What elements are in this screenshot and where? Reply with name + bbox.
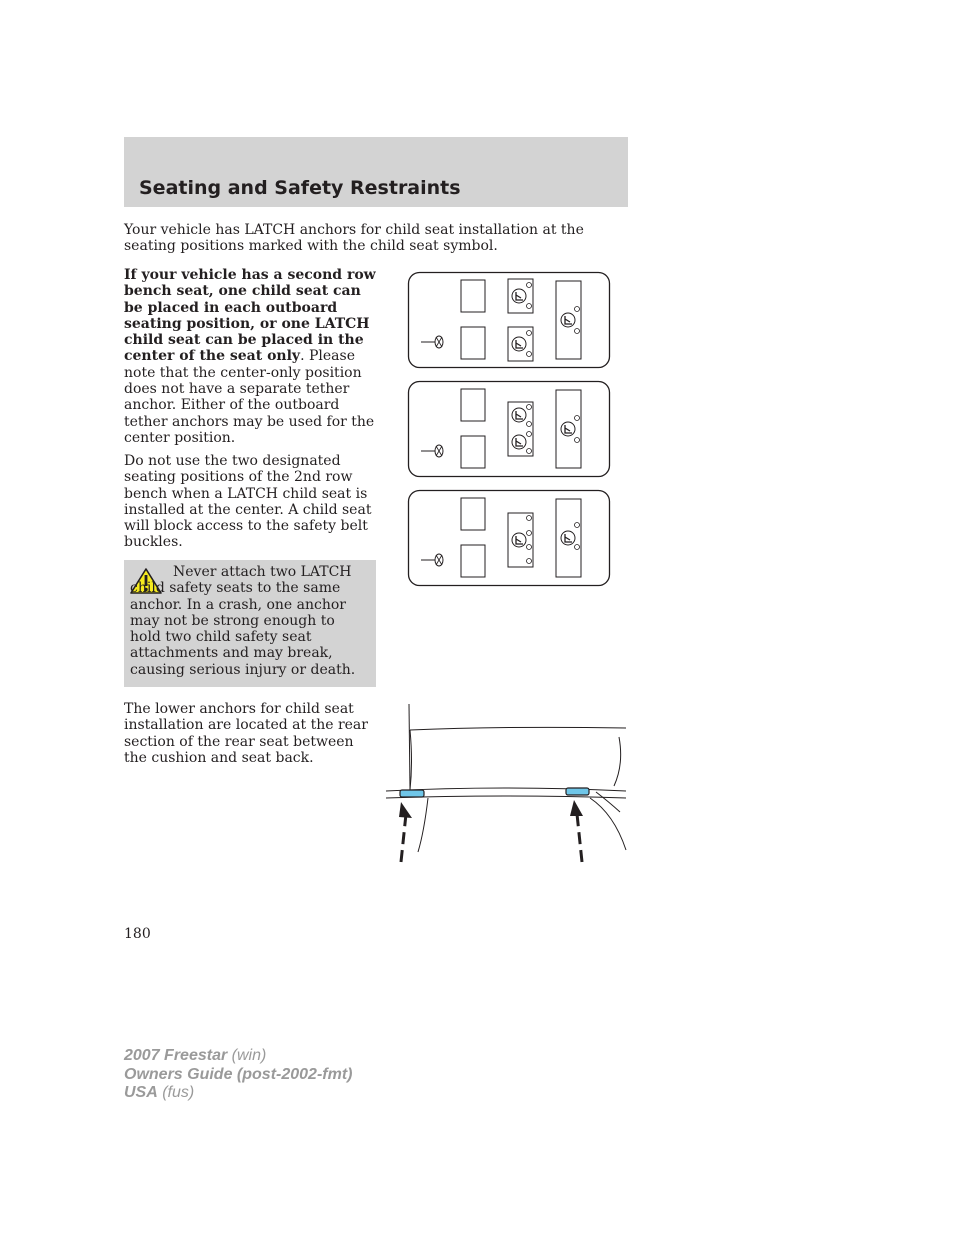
section-title: Seating and Safety Restraints — [139, 177, 461, 199]
seat-diagram-outboard-close — [407, 380, 611, 478]
seat-diagram-center-position — [407, 489, 611, 587]
section-header — [124, 137, 628, 207]
bench-seat-bold-text: If your vehicle has a second row bench seat, one child seat can be placed in each outboard seating position, or one LATCH child seat can be placed in the center of the seat only — [124, 267, 376, 365]
footer-line-1: 2007 Freestar (win) — [124, 1047, 267, 1064]
seat-diagram-outboard-positions — [407, 271, 611, 369]
page-number: 180 — [124, 926, 151, 942]
footer-line-2: Owners Guide (post-2002-fmt) — [124, 1065, 353, 1083]
lower-anchor-illustration — [384, 702, 628, 868]
warning-box — [124, 560, 376, 687]
document-footer — [124, 1047, 352, 1103]
intro-paragraph: Your vehicle has LATCH anchors for child seat installation at the seating positions marked with the child seat symbol. — [124, 222, 584, 255]
bench-seat-normal-text: . Please note that the center-only position does not have a separate tether anchor. Either of the outboard tether anchors may be used for the center position. — [124, 348, 375, 446]
footer-line-3: USA (fus) — [124, 1084, 195, 1101]
bench-seat-paragraph — [124, 267, 379, 446]
designated-positions-paragraph: Do not use the two designated seating positions of the 2nd row bench when a LATCH child seat is installed at the center. A child seat will block access to the safety belt buckles. — [124, 453, 372, 551]
lower-anchors-paragraph: The lower anchors for child seat installation are located at the rear section of the rear seat between the cushion and seat back. — [124, 701, 368, 766]
warning-text: Never attach two LATCH child safety seats to the same anchor. In a crash, one anchor may not be strong enough to hold two child safety seat attachments and may break, causing serious injury or death. — [130, 564, 356, 678]
